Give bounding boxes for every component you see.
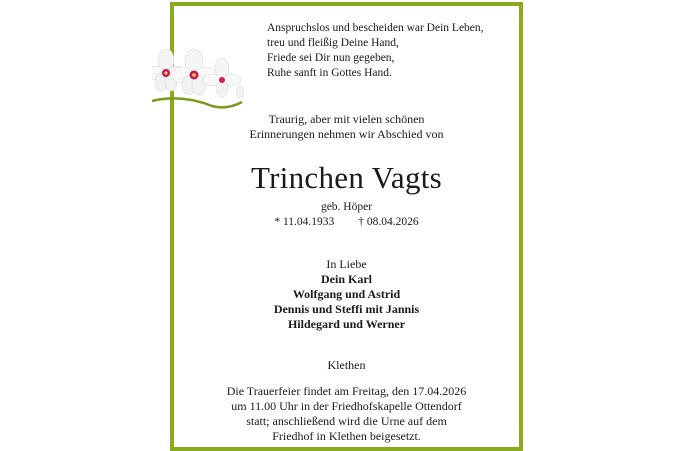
funeral-line: um 11.00 Uhr in der Friedhofskapelle Ottendorf — [231, 399, 462, 413]
life-dates — [174, 215, 519, 229]
death-date: † 08.04.2026 — [358, 216, 419, 228]
intro-text — [174, 112, 519, 142]
deceased-name: Trinchen Vagts — [250, 160, 443, 195]
mourner: Wolfgang und Astrid — [292, 287, 401, 301]
poem-line: treu und fleißig Deine Hand, — [267, 37, 399, 49]
poem — [267, 21, 517, 81]
obituary-frame — [170, 2, 523, 451]
mourner: Dein Karl — [321, 272, 372, 286]
intro-line: Traurig, aber mit vielen schönen — [268, 112, 425, 126]
mourners-list — [174, 272, 519, 332]
poem-line: Anspruchslos und bescheiden war Dein Leben, — [267, 22, 484, 34]
poem-line: Friede sei Dir nun gegeben, — [267, 52, 395, 64]
orchid-icon — [152, 46, 247, 116]
maiden-name: geb. Höper — [320, 201, 373, 213]
place-name: Klethen — [327, 358, 366, 372]
funeral-line: Friedhof in Klethen beigesetzt. — [272, 429, 421, 443]
funeral-line: statt; anschließend wird die Urne auf dem — [246, 414, 447, 428]
poem-line: Ruhe sanft in Gottes Hand. — [267, 67, 392, 79]
mourner: Hildegard und Werner — [287, 317, 406, 331]
in-love-heading: In Liebe — [326, 257, 367, 271]
funeral-info — [174, 384, 519, 444]
funeral-line: Die Trauerfeier findet am Freitag, den 17.04.2026 — [226, 384, 467, 398]
mourner: Dennis und Steffi mit Jannis — [273, 302, 420, 316]
birth-date: * 11.04.1933 — [274, 216, 335, 228]
intro-line: Erinnerungen nehmen wir Abschied von — [249, 127, 444, 141]
